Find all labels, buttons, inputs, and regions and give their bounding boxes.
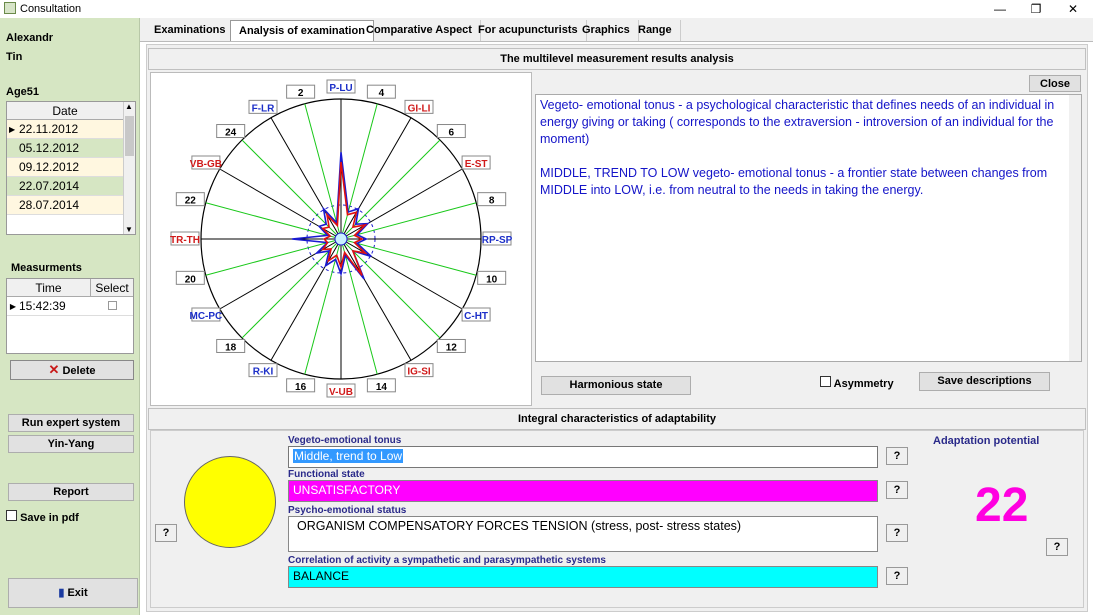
radar-axis (305, 104, 341, 239)
radar-axis (271, 118, 341, 239)
top-section-header: The multilevel measurement results analysis (148, 48, 1086, 70)
tab-bar (140, 18, 1093, 42)
radar-label: 2 (297, 88, 304, 100)
measurements-title: Measurments (11, 262, 82, 274)
psycho-help-button[interactable]: ? (886, 524, 908, 542)
description-text (535, 94, 1082, 362)
tab-comparative-aspect[interactable]: Comparative Aspect (358, 20, 481, 41)
close-description-button[interactable]: Close (1029, 75, 1081, 92)
description-paragraph-1: Vegeto- emotional tonus - a psychological characteristic that defines needs of an individual in energy giving or taking ( corresponds to the extraversion - introversion of an individual for the moment) (540, 98, 1055, 146)
radar-axis (341, 169, 462, 239)
adaptation-potential-label: Adaptation potential (933, 435, 1040, 447)
date-rows (7, 120, 135, 215)
radar-label: P-LU (329, 83, 353, 94)
radar-label: 20 (184, 274, 196, 286)
row-pointer-icon: ▶ (9, 125, 16, 134)
radar-axis (206, 239, 341, 275)
radar-axis (341, 203, 476, 239)
save-pdf-checkbox[interactable] (6, 510, 17, 521)
radar-label: E-ST (464, 159, 488, 170)
scroll-thumb[interactable] (125, 116, 134, 156)
radar-axis (242, 239, 341, 338)
date-row[interactable]: 22.07.2014 (7, 177, 123, 196)
patient-last-name: Tin (6, 51, 23, 63)
description-scrollbar[interactable] (1069, 95, 1081, 361)
date-row[interactable]: 28.07.2014 (7, 196, 123, 215)
door-icon: ▮ (58, 587, 65, 599)
adaptation-help-button[interactable]: ? (1046, 538, 1068, 556)
tab-range[interactable]: Range (630, 20, 681, 41)
radar-chart-panel (150, 72, 532, 406)
delete-button[interactable]: ✕ Delete (10, 360, 134, 380)
correlation-help-button[interactable]: ? (886, 567, 908, 585)
date-row[interactable]: 09.12.2012 (7, 158, 123, 177)
select-column-header: Select (95, 281, 129, 295)
save-descriptions-button[interactable]: Save descriptions (919, 372, 1050, 391)
scroll-up-icon[interactable]: ▲ (125, 102, 133, 111)
exit-button[interactable]: ▮ Exit (8, 578, 138, 608)
window-title: Consultation (20, 3, 82, 15)
date-row[interactable]: 05.12.2012 (7, 139, 123, 158)
functional-state-label: Functional state (288, 469, 365, 480)
dates-scrollbar[interactable] (123, 102, 135, 234)
radar-label: MC-PC (189, 311, 223, 322)
psycho-emotional-label: Psycho-emotional status (288, 505, 407, 516)
minimize-button[interactable]: — (994, 2, 1006, 16)
radar-axis (206, 203, 341, 239)
run-expert-system-button[interactable]: Run expert system (8, 414, 134, 432)
vegeto-emotional-label: Vegeto-emotional tonus (288, 435, 402, 446)
tab-for-acupuncturists[interactable]: For acupuncturists (470, 20, 587, 41)
measurement-time: 15:42:39 (19, 299, 66, 313)
radar-axis (341, 239, 440, 338)
status-circle-indicator (184, 456, 276, 548)
tab-analysis-of-examination[interactable]: Analysis of examination (230, 20, 374, 41)
measurement-row[interactable] (7, 297, 133, 316)
radar-axis (341, 239, 411, 360)
radar-axis (341, 118, 411, 239)
asymmetry-option[interactable]: Asymmetry (820, 376, 894, 390)
save-in-pdf-option[interactable]: Save in pdf (6, 510, 79, 524)
left-panel (0, 18, 140, 615)
radar-label: IG-SI (407, 366, 431, 378)
radar-label: 18 (225, 342, 237, 354)
radar-label: 6 (448, 127, 455, 139)
date-row[interactable]: ▶ 22.11.2012 (7, 120, 123, 139)
radar-label: 22 (184, 195, 196, 207)
radar-label: 24 (225, 127, 237, 139)
correlation-label: Correlation of activity a sympathetic and parasympathetic systems (288, 555, 606, 566)
radar-label: C-HT (464, 311, 489, 322)
description-paragraph-2: MIDDLE, TREND TO LOW vegeto- emotional tonus - a frontier state between changes from MIDDLE into LOW, i.e. from neutral to the needs in taking the energy. (540, 166, 1048, 197)
restore-button[interactable]: ❐ (1030, 2, 1042, 16)
circle-help-button[interactable]: ? (155, 524, 177, 542)
row-pointer-icon: ▶ (9, 302, 17, 311)
radar-label: VB-GB (189, 159, 223, 170)
date-column-header: Date (7, 102, 123, 120)
radar-label: 16 (295, 381, 307, 393)
asymmetry-checkbox[interactable] (820, 376, 831, 387)
yin-yang-button[interactable]: Yin-Yang (8, 435, 134, 453)
delete-x-icon: ✕ (48, 362, 60, 377)
radar-axis (341, 239, 377, 374)
radar-center (335, 233, 347, 245)
close-window-button[interactable]: ✕ (1067, 2, 1079, 16)
radar-axis (271, 239, 341, 360)
adaptation-potential-value: 22 (975, 479, 1029, 532)
report-button[interactable]: Report (8, 483, 134, 501)
radar-label: V-UB (329, 387, 353, 398)
bottom-section-header: Integral characteristics of adaptability (148, 408, 1086, 430)
radar-label: 10 (486, 274, 498, 286)
patient-first-name: Alexandr (6, 32, 54, 44)
title-bar (0, 0, 1093, 18)
radar-chart (151, 73, 533, 407)
radar-label: GI-LI (407, 103, 431, 115)
patient-age: Age51 (6, 86, 40, 98)
functional-state-field: UNSATISFACTORY (288, 480, 878, 502)
radar-label: RP-SP (481, 235, 513, 246)
harmonious-state-button[interactable]: Harmonious state (541, 376, 691, 395)
vegeto-help-button[interactable]: ? (886, 447, 908, 465)
radar-label: 4 (378, 88, 385, 100)
radar-label: 12 (445, 342, 457, 354)
time-column-header: Time (7, 279, 91, 296)
vegeto-emotional-field: Middle, trend to Low (288, 446, 878, 468)
select-checkbox[interactable] (108, 301, 117, 310)
scroll-down-icon[interactable]: ▼ (125, 225, 133, 234)
dates-grid (6, 101, 136, 235)
radar-label: 14 (375, 381, 387, 393)
tab-graphics[interactable]: Graphics (574, 20, 639, 41)
psycho-emotional-field: ORGANISM COMPENSATORY FORCES TENSION (stress, post- stress states) (288, 516, 878, 552)
radar-label: 8 (488, 195, 495, 207)
app-icon (4, 2, 16, 14)
measurements-grid (6, 278, 134, 354)
radar-label: F-LR (251, 103, 275, 115)
correlation-field: BALANCE (288, 566, 878, 588)
radar-label: TR-TH (170, 235, 200, 246)
radar-label: R-KI (252, 366, 274, 378)
radar-axis (341, 104, 377, 239)
functional-help-button[interactable]: ? (886, 481, 908, 499)
tab-examinations[interactable]: Examinations (146, 20, 235, 41)
